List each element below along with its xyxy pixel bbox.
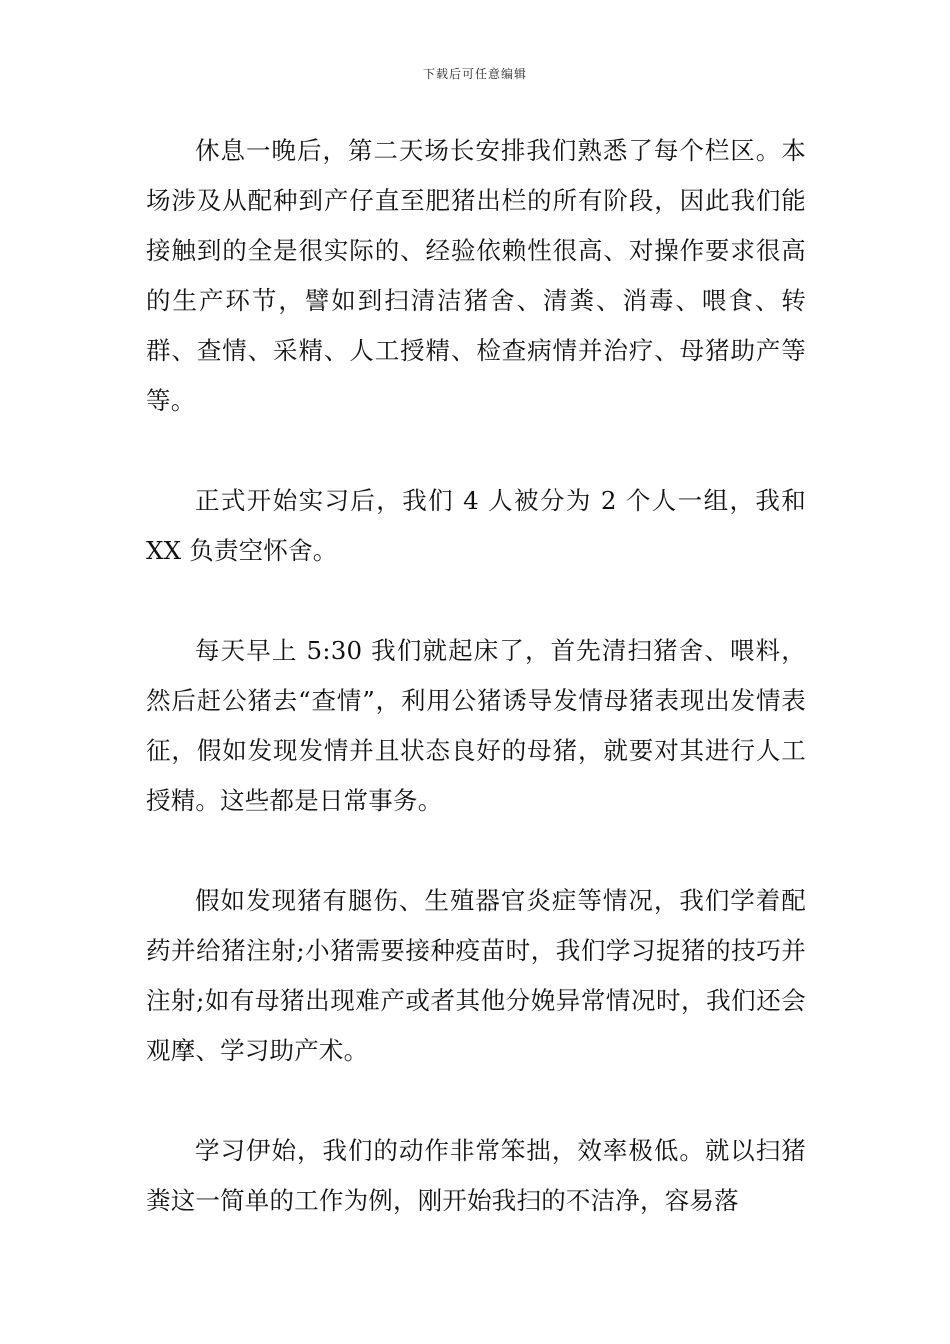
paragraph-4: 假如发现猪有腿伤、生殖器官炎症等情况，我们学着配药并给猪注射;小猪需要接种疫苗时，我们学习捉猪的技巧并注射;如有母猪出现难产或者其他分娩异常情况时，我们还会观摩、学习助产术。 [146, 886, 806, 1065]
paragraph-3: 每天早上 5:30 我们就起床了，首先清扫猪舍、喂料，然后赶公猪去“查情”，利用公猪诱导发情母猪表现出发情表征，假如发现发情并且状态良好的母猪，就要对其进行人工授精。这些都是日常事务。 [146, 636, 806, 815]
page-header: 下载后可任意编辑 [422, 67, 527, 81]
paragraph-1: 休息一晚后，第二天场长安排我们熟悉了每个栏区。本场涉及从配种到产仔直至肥猪出栏的所有阶段，因此我们能接触到的全是很实际的、经验依赖性很高、对操作要求很高的生产环节，譬如到扫清洁猪舍、清粪、消毒、喂食、转群、查情、采精、人工授精、检查病情并治疗、母猪助产等等。 [146, 136, 806, 415]
document-body [146, 126, 806, 1276]
paragraph-2: 正式开始实习后，我们 4 人被分为 2 个人一组，我和 XX 负责空怀舍。 [146, 486, 806, 565]
paragraph-5: 学习伊始，我们的动作非常笨拙，效率极低。就以扫猪粪这一简单的工作为例，刚开始我扫的不洁净，容易落 [146, 1136, 806, 1215]
